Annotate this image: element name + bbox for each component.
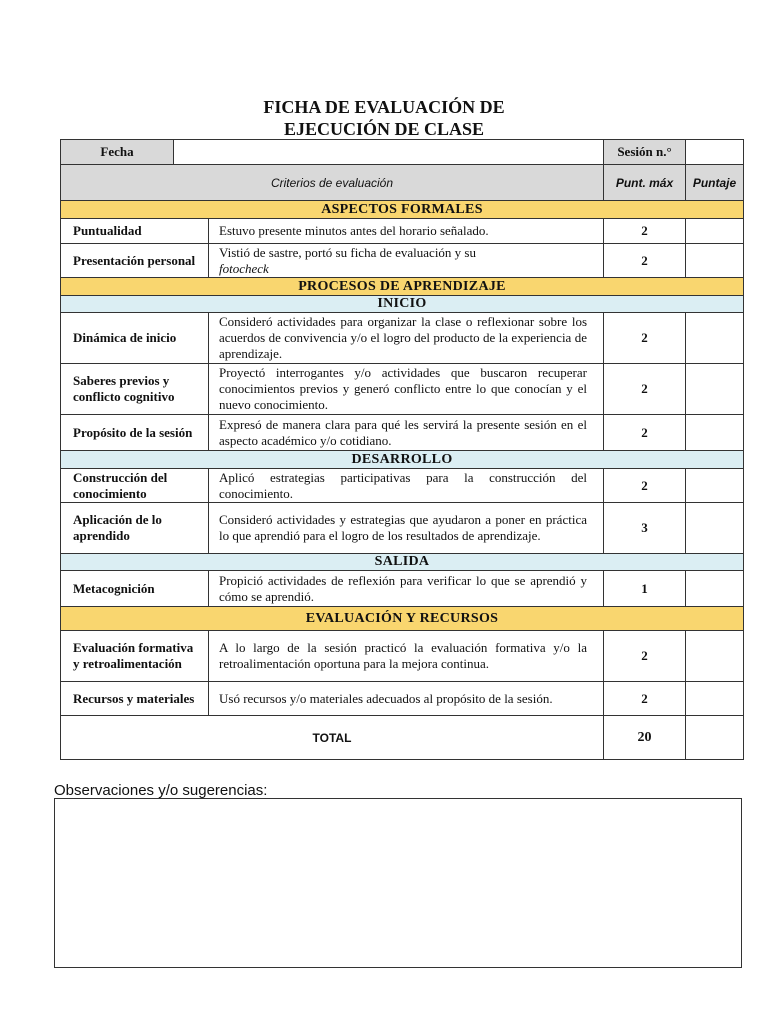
criterion-label: Dinámica de inicio [61, 313, 209, 364]
criterion-description: Propició actividades de reflexión para verificar lo que se aprendió y cómo se aprendió. [209, 571, 604, 607]
criterion-description: Proyectó interrogantes y/o actividades que buscaron recuperar conocimientos previos y generó conflicto entre lo que conocían y el nuevo conocimiento. [209, 364, 604, 415]
total-score-field[interactable] [686, 716, 744, 760]
sesion-field[interactable] [686, 140, 744, 165]
score-field[interactable] [686, 244, 744, 278]
table-row [61, 503, 744, 554]
score-field[interactable] [686, 415, 744, 451]
criterion-label: Recursos y materiales [61, 682, 209, 716]
evaluation-table [60, 139, 744, 760]
criterion-label: Construcción del conocimiento [61, 469, 209, 503]
criterion-label: Presentación personal [61, 244, 209, 278]
criterion-description: Estuvo presente minutos antes del horario señalado. [209, 219, 604, 244]
score-field[interactable] [686, 682, 744, 716]
score-field[interactable] [686, 219, 744, 244]
max-points: 2 [604, 244, 686, 278]
subsection-salida: SALIDA [61, 554, 744, 571]
score-field[interactable] [686, 631, 744, 682]
table-row [61, 364, 744, 415]
table-row [61, 219, 744, 244]
total-row [61, 716, 744, 760]
max-points: 2 [604, 415, 686, 451]
score-field[interactable] [686, 469, 744, 503]
max-points: 1 [604, 571, 686, 607]
table-row [61, 631, 744, 682]
table-row [61, 571, 744, 607]
table-row [61, 244, 744, 278]
table-row [61, 682, 744, 716]
max-points: 2 [604, 313, 686, 364]
table-row [61, 415, 744, 451]
total-max-points: 20 [604, 716, 686, 760]
subsection-inicio: INICIO [61, 296, 744, 313]
max-points: 2 [604, 364, 686, 415]
punt-max-header: Punt. máx [604, 165, 686, 201]
score-field[interactable] [686, 364, 744, 415]
max-points: 2 [604, 682, 686, 716]
observaciones-field[interactable] [54, 798, 742, 968]
section-aspectos-formales: ASPECTOS FORMALES [61, 201, 744, 219]
criterion-description: A lo largo de la sesión practicó la evaluación formativa y/o la retroalimentación oportuna para la mejora continua. [209, 631, 604, 682]
fecha-field[interactable] [174, 140, 604, 165]
criterion-description: Usó recursos y/o materiales adecuados al propósito de la sesión. [209, 682, 604, 716]
puntaje-header: Puntaje [686, 165, 744, 201]
section-evaluacion-recursos: EVALUACIÓN Y RECURSOS [61, 607, 744, 631]
max-points: 3 [604, 503, 686, 554]
score-field[interactable] [686, 571, 744, 607]
score-field[interactable] [686, 503, 744, 554]
total-label: TOTAL [61, 716, 604, 760]
criterion-label: Saberes previos y conflicto cognitivo [61, 364, 209, 415]
criterion-label: Evaluación formativa y retroalimentación [61, 631, 209, 682]
form-title-line-1: FICHA DE EVALUACIÓN DE [263, 97, 505, 117]
criterion-description [209, 244, 604, 278]
criterion-description: Aplicó estrategias participativas para la construcción del conocimiento. [209, 469, 604, 503]
criterion-description: Consideró actividades para organizar la clase o reflexionar sobre los acuerdos de convivencia y/o el logro del producto de la experiencia de aprendizaje. [209, 313, 604, 364]
section-procesos-aprendizaje: PROCESOS DE APRENDIZAJE [61, 278, 744, 296]
subsection-desarrollo: DESARROLLO [61, 451, 744, 469]
criterion-label: Metacognición [61, 571, 209, 607]
criterion-description: Expresó de manera clara para qué les servirá la presente sesión en el aspecto académico y/o cotidiano. [209, 415, 604, 451]
observaciones-label: Observaciones y/o sugerencias: [54, 782, 268, 799]
header-row-date [61, 140, 744, 165]
criterion-description: Consideró actividades y estrategias que ayudaron a poner en práctica lo que aprendió para el logro de los resultados de aprendizaje. [209, 503, 604, 554]
criterios-header: Criterios de evaluación [61, 165, 604, 201]
criterion-label: Puntualidad [61, 219, 209, 244]
criterion-label: Aplicación de lo aprendido [61, 503, 209, 554]
description-text: Vistió de sastre, portó su ficha de evaluación y su [219, 244, 476, 260]
max-points: 2 [604, 631, 686, 682]
score-field[interactable] [686, 313, 744, 364]
table-row [61, 469, 744, 503]
sesion-label: Sesión n.° [604, 140, 686, 165]
max-points: 2 [604, 219, 686, 244]
header-row-criteria [61, 165, 744, 201]
table-row [61, 313, 744, 364]
criterion-label: Propósito de la sesión [61, 415, 209, 451]
fecha-label: Fecha [61, 140, 174, 165]
form-title-line-2: EJECUCIÓN DE CLASE [283, 119, 485, 139]
max-points: 2 [604, 469, 686, 503]
description-italic-text: fotocheck [219, 260, 269, 276]
